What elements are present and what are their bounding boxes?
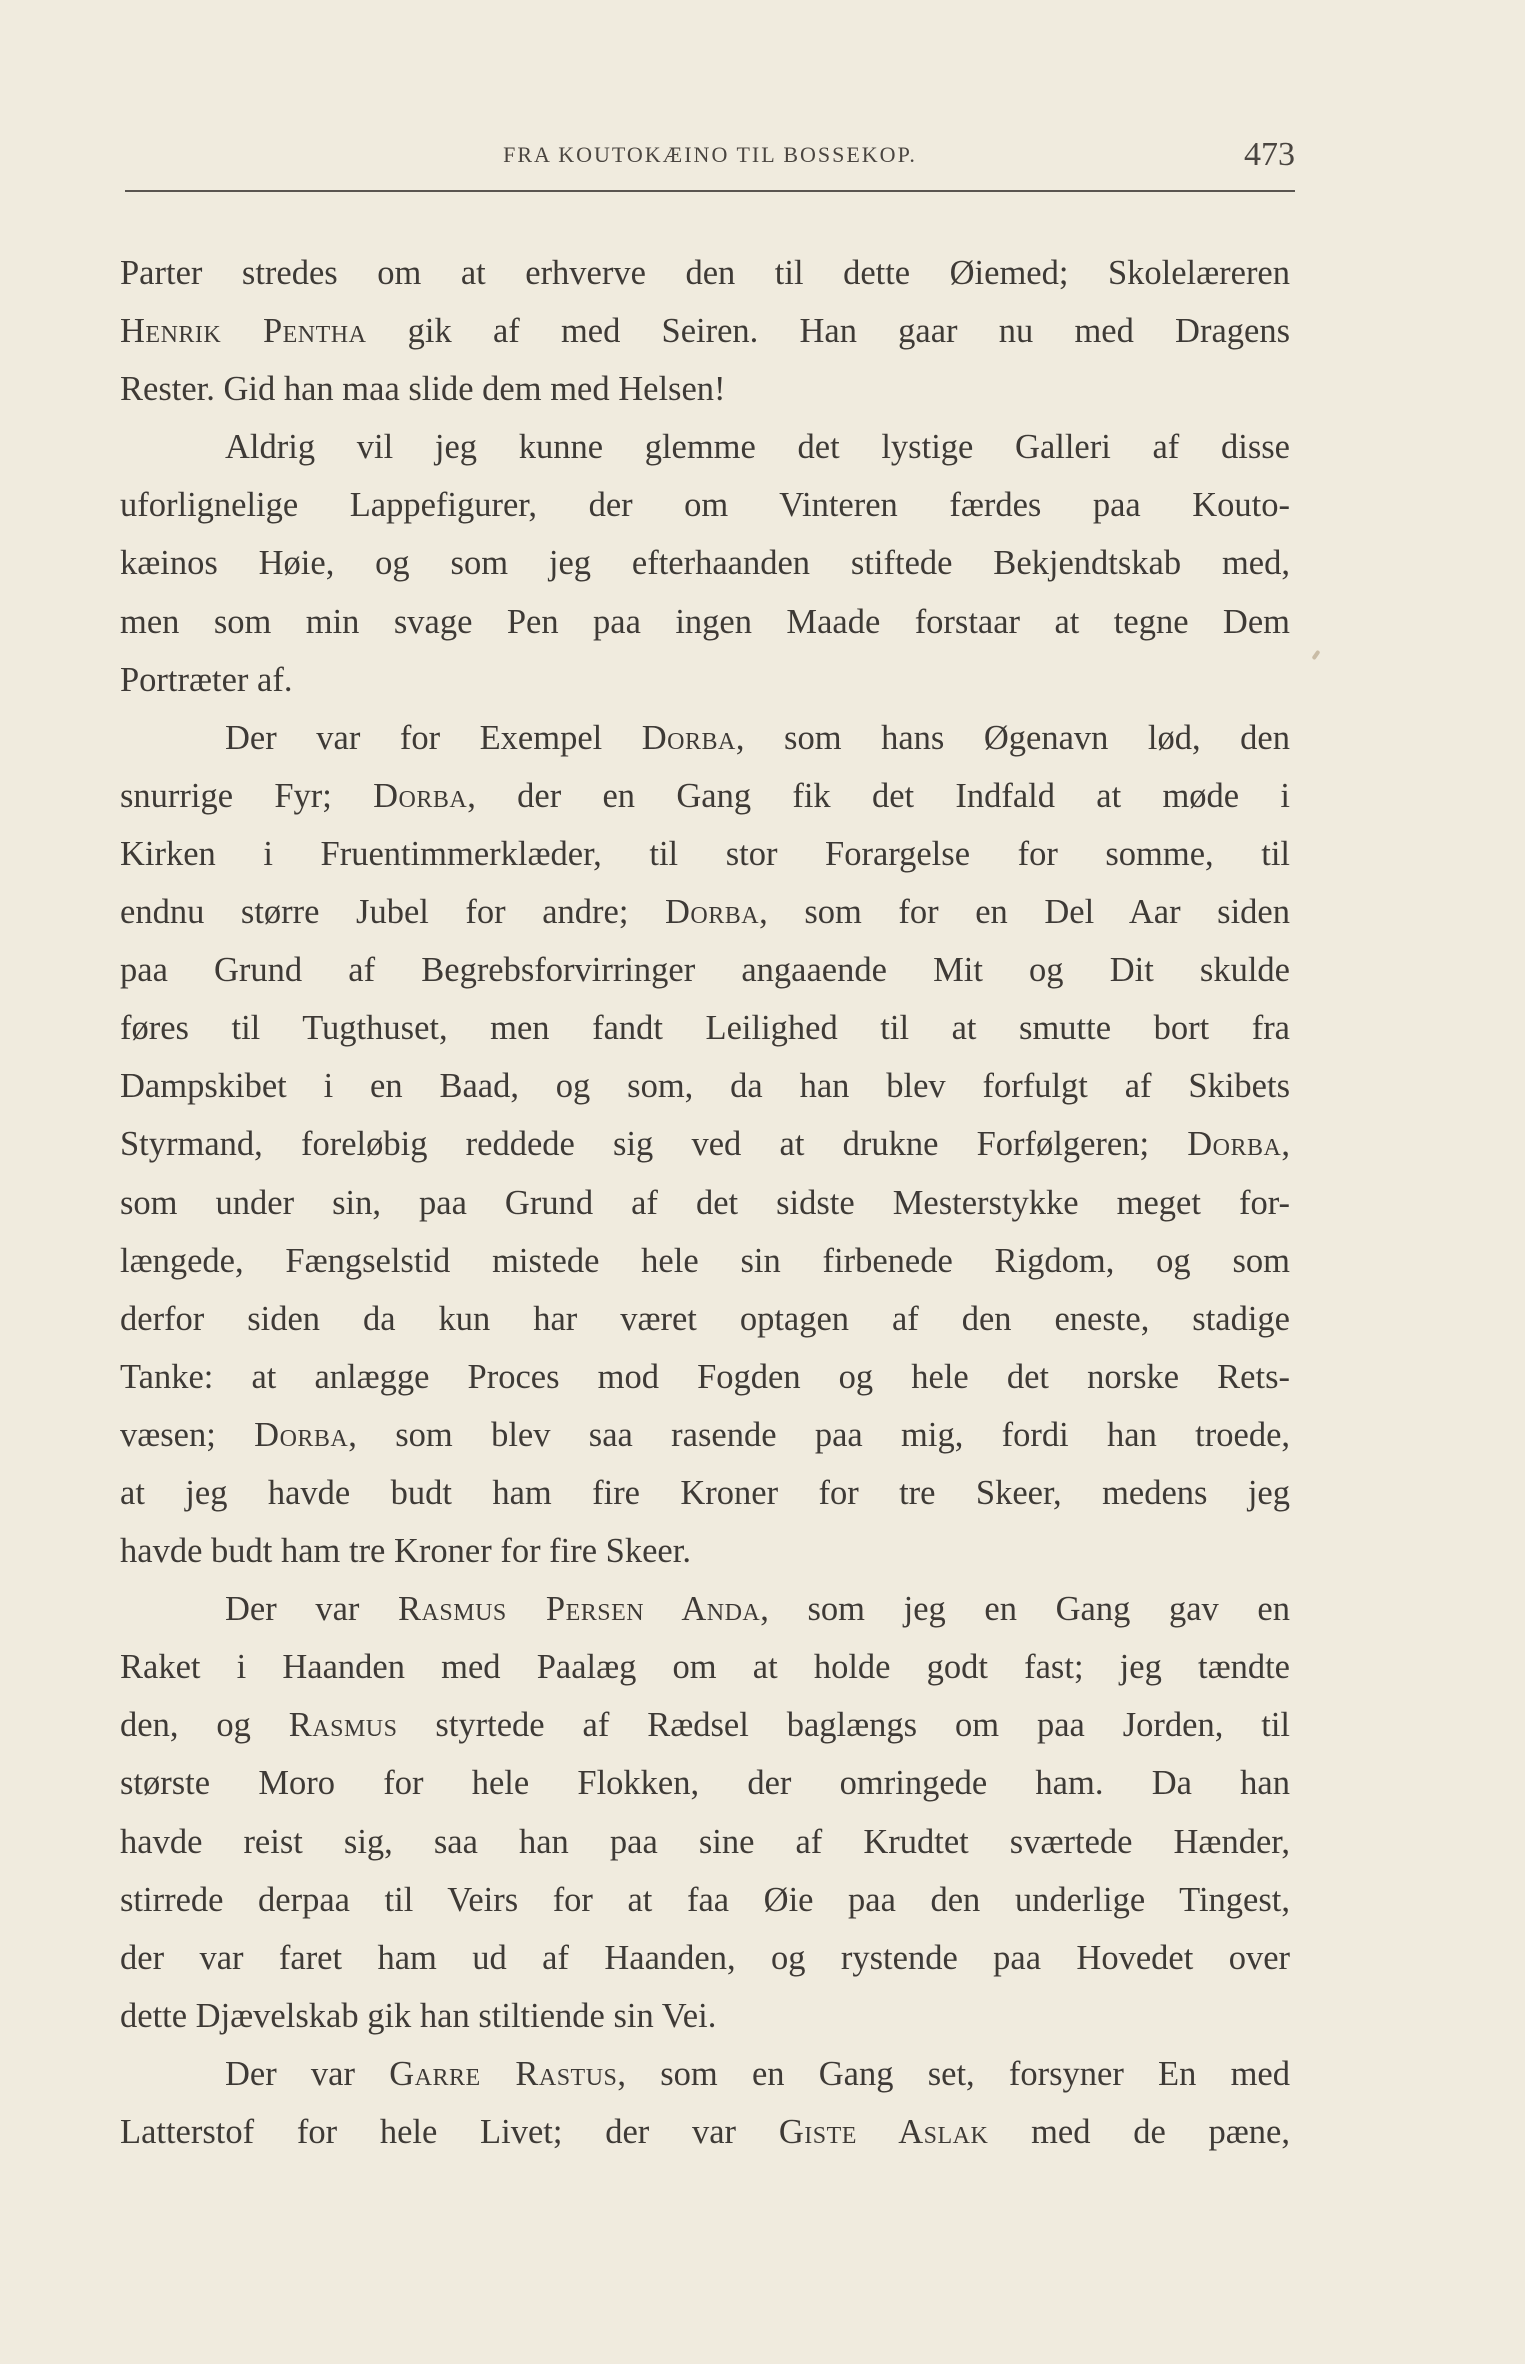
text-line: stirrede derpaa til Veirs for at faa Øie paa den underlige Tingest,: [120, 1880, 1290, 1919]
text-line: længede, Fængselstid mistede hele sin firbenede Rigdom, og som: [120, 1241, 1290, 1280]
text-line: paa Grund af Begrebsforvirringer angaaende Mit og Dit skulde: [120, 951, 1290, 990]
text-line: føres til Tugthuset, men fandt Leilighed til at smutte bort fra: [120, 1009, 1290, 1048]
running-head: [125, 136, 1295, 176]
text-line: uforlignelige Lappefigurer, der om Vinteren færdes paa Kouto-: [120, 486, 1290, 525]
text-line: kæinos Høie, og som jeg efterhaanden stiftede Bekjendtskab med,: [120, 544, 1290, 583]
text-line: som under sin, paa Grund af det sidste Mesterstykke meget for-: [120, 1183, 1290, 1222]
body-text: [120, 244, 1290, 2161]
text-line: Styrmand, foreløbig reddede sig ved at drukne Forfølgeren; Dorba,: [120, 1125, 1290, 1164]
text-line: snurrige Fyr; Dorba, der en Gang fik det Indfald at møde i: [120, 776, 1290, 815]
text-line: væsen; Dorba, som blev saa rasende paa mig, fordi han troede,: [120, 1415, 1291, 1454]
text-line: Dampskibet i en Baad, og som, da han blev forfulgt af Skibets: [120, 1067, 1290, 1106]
text-line: Kirken i Fruentimmerklæder, til stor Forargelse for somme, til: [120, 834, 1290, 873]
paper-blemish: [1311, 650, 1320, 660]
person-name: Dorba: [641, 718, 736, 757]
text-line: Parter stredes om at erhverve den til dette Øiemed; Skolelæreren: [120, 254, 1290, 292]
text-line: Der var Garre Rastus, som en Gang set, forsyner En med: [225, 2054, 1290, 2093]
person-name: Dorba: [1187, 1125, 1282, 1164]
text-line: Aldrig vil jeg kunne glemme det lystige Galleri af disse: [225, 428, 1290, 467]
text-line: havde reist sig, saa han paa sine af Krudtet sværtede Hænder,: [120, 1822, 1290, 1861]
text-line: endnu større Jubel for andre; Dorba, som for en Del Aar siden: [120, 893, 1290, 932]
text-line: Tanke: at anlægge Proces mod Fogden og hele det norske Rets-: [120, 1357, 1290, 1396]
text-line: at jeg havde budt ham fire Kroner for tre Skeer, medens jeg: [120, 1473, 1290, 1512]
running-title: FRA KOUTOKÆINO TIL BOSSEKOP.: [503, 142, 917, 167]
text-line: Latterstof for hele Livet; der var Giste Aslak med de pæne,: [120, 2113, 1290, 2151]
person-name: Dorba: [254, 1415, 349, 1454]
text-line: dette Djævelskab gik han stiltiende sin Vei.: [120, 1996, 717, 2035]
person-name: Garre Rastus: [389, 2054, 618, 2093]
person-name: Rasmus: [288, 1706, 398, 1745]
text-line: den, og Rasmus styrtede af Rædsel baglængs om paa Jorden, til: [120, 1706, 1290, 1745]
person-name: Dorba: [665, 893, 760, 932]
person-name: Rasmus Persen Anda: [398, 1590, 761, 1629]
text-line: der var faret ham ud af Haanden, og rystende paa Hovedet over: [120, 1938, 1290, 1977]
text-line: Der var Rasmus Persen Anda, som jeg en Gang gav en: [225, 1590, 1290, 1629]
person-name: Dorba: [373, 776, 468, 815]
text-line: Der var for Exempel Dorba, som hans Øgenavn lød, den: [225, 718, 1290, 757]
text-line: derfor siden da kun har været optagen af den eneste, stadige: [120, 1299, 1290, 1338]
person-name: Giste Aslak: [778, 2113, 989, 2151]
text-line: største Moro for hele Flokken, der omringede ham. Da han: [120, 1764, 1290, 1803]
person-name: Henrik Pentha: [120, 312, 367, 351]
text-line: Raket i Haanden med Paalæg om at holde godt fast; jeg tændte: [120, 1648, 1290, 1687]
text-line: Portræter af.: [120, 660, 293, 699]
text-line: Rester. Gid han maa slide dem med Helsen!: [120, 370, 726, 409]
page-number: 473: [1244, 136, 1295, 173]
text-line: Henrik Pentha gik af med Seiren. Han gaar nu med Dragens: [120, 312, 1290, 351]
header-rule: [125, 190, 1295, 192]
text-line: men som min svage Pen paa ingen Maade forstaar at tegne Dem: [120, 602, 1290, 641]
text-line: havde budt ham tre Kroner for fire Skeer.: [120, 1532, 691, 1571]
